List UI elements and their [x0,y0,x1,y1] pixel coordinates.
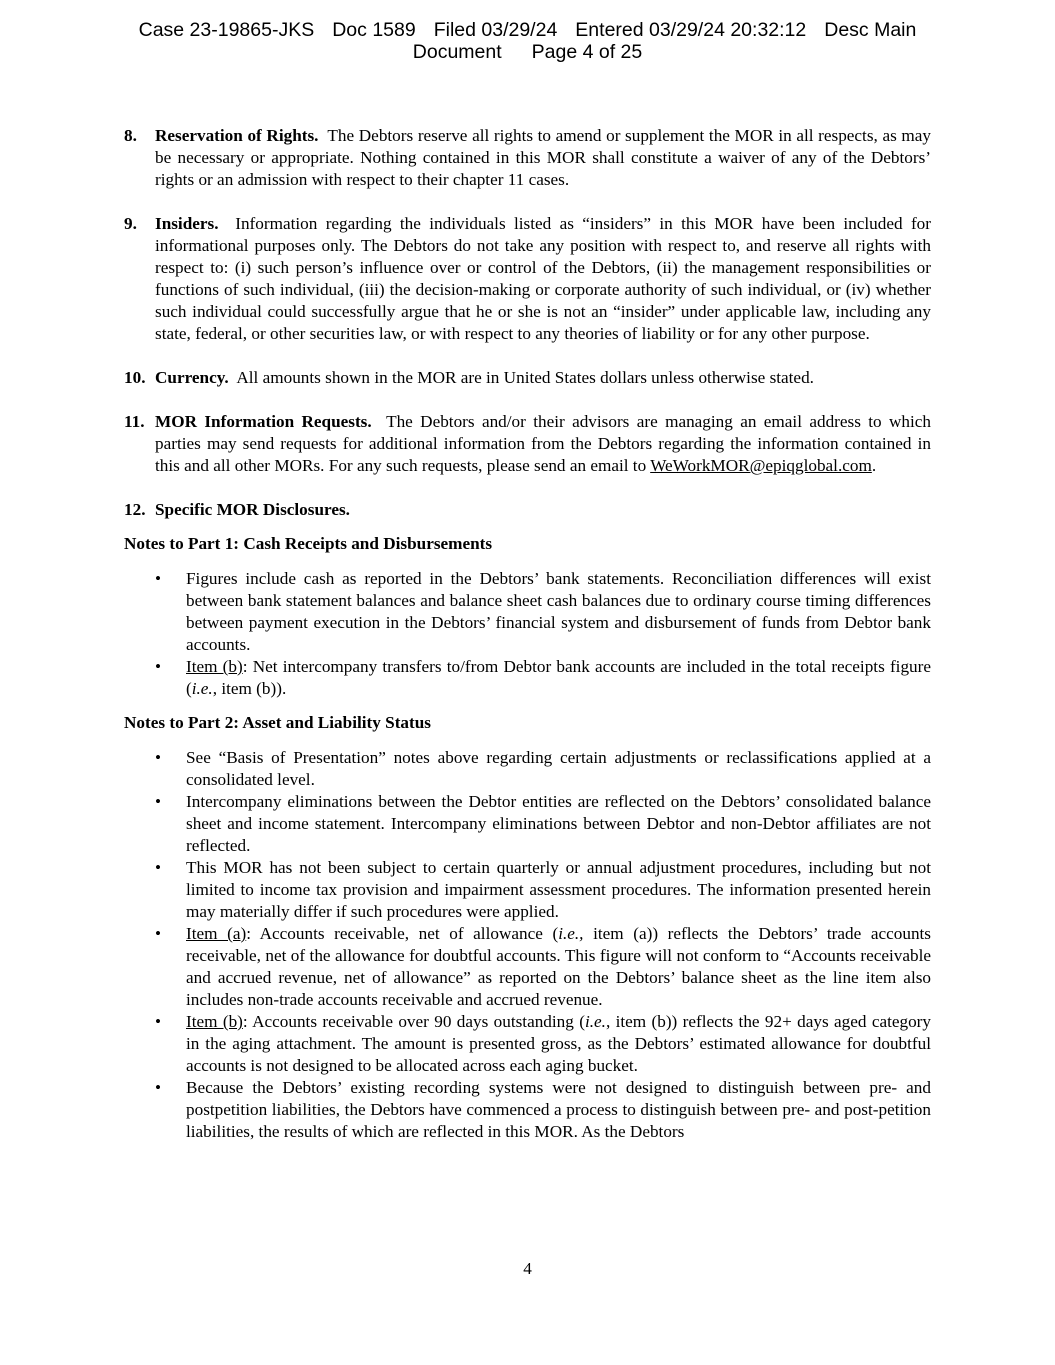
filing-header-line-2 [0,41,1055,63]
list-item [124,1077,931,1143]
bullet-text: Intercompany eliminations between the Debtor entities are reflected on the Debtors’ consolidated balance sheet and income statement. Intercompany eliminations between Debtor and non-Debtor affiliates are not reflected. [186,792,931,855]
doc-number: Doc 1589 [332,19,416,41]
section-body: The Debtors reserve all rights to amend or supplement the MOR in all respects, as may be necessary or appropriate. Nothing contained in this MOR shall constitute a waiver of any of the Debtors’ rights or an admission with respect to their chapter 11 cases. [155,126,931,189]
page-indicator: Page 4 of 25 [531,41,643,63]
bullet-icon: • [155,1078,162,1097]
bullet-text-end: , item (b)) reflects the 92+ days aged category in the aging attachment. The amount is presented gross, as the Debtors’ estimated allowance for doubtful accounts is not designed to be allocated across each aging bucket. [186,1012,931,1075]
document-label: Document [412,41,502,63]
item-label: Item (a) [186,924,247,943]
bullet-icon: • [155,792,162,811]
section-9 [124,213,931,345]
part1-heading: Notes to Part 1: Cash Receipts and Disbursements [124,534,493,553]
section-title: Insiders. [155,214,219,233]
section-8 [124,125,931,191]
part2-bullet-list [124,747,931,1143]
section-body: All amounts shown in the MOR are in United States dollars unless otherwise stated. [236,368,814,387]
list-item [124,923,931,1011]
email-link[interactable]: WeWorkMOR@epiqglobal.com [650,456,872,475]
ie-italic: i.e. [584,1012,606,1031]
part2-heading: Notes to Part 2: Asset and Liability Status [124,713,431,732]
section-title: Reservation of Rights. [155,126,319,145]
list-item [124,857,931,923]
bullet-icon: • [155,748,162,767]
section-body: The Debtors and/or their advisors are managing an email address to which parties may send requests for additional information from the Debtors regarding the information contained in this and all other MORs. For any such requests, please send an email to [155,412,931,475]
list-item [124,791,931,857]
ie-italic: i.e., [558,924,584,943]
desc-main: Desc Main [824,19,917,41]
section-title: Currency. [155,368,229,387]
filing-header [0,19,1055,63]
list-item [124,568,931,656]
sentence-end: . [871,456,877,475]
section-number: 11. [124,412,145,431]
bullet-text: : Net intercompany transfers to/from Debtor bank accounts are included in the total receipts figure ( [186,657,931,698]
section-body: Information regarding the individuals listed as “insiders” in this MOR have been included for informational purposes only. The Debtors do not take any position with respect to, and reserve all rights with respect to: (i) such person’s influence over or control of the Debtors, (ii) the management responsibilities or functions of such individual, (iii) the decision-making or corporate authority of such individual, or (iv) whether such individual could successfully argue that he or she is not an “insider” under applicable law, including any state, federal, or other securities law, or with respect to any theories of liability or for any other purpose. [155,214,931,343]
case-number: Case 23-19865-JKS [138,19,315,41]
bullet-text: : Accounts receivable, net of allowance ( [246,924,559,943]
bullet-text-end: , item (b)). [212,679,287,698]
bullet-icon: • [155,924,162,943]
section-number: 10. [124,368,146,387]
bullet-icon: • [155,858,162,877]
section-10 [124,367,931,389]
bullet-text: : Accounts receivable over 90 days outstanding ( [242,1012,585,1031]
bullet-text-end: item (a)) reflects the Debtors’ trade accounts receivable, net of the allowance for doubtful accounts. This figure will not conform to “Accounts receivable and accrued revenue, net of allowance” as reported on the Debtors’ balance sheet as the line item also includes non-trade accounts receivable and accrued revenue. [186,924,931,1009]
bullet-text: Because the Debtors’ existing recording systems were not designed to distinguish between pre- and postpetition liabilities, the Debtors have commenced a process to distinguish between pre- and post-petition liabilities, the results of which are reflected in this MOR. As the Debtors [186,1078,931,1141]
bullet-text: Figures include cash as reported in the Debtors’ bank statements. Reconciliation differences will exist between bank statement balances and balance sheet cash balances due to ordinary course timing differences between payment execution in the Debtors’ financial system and disbursement of funds from Debtor bank accounts. [186,569,931,654]
section-number: 9. [124,214,137,233]
section-text [155,213,931,345]
bullet-text: See “Basis of Presentation” notes above regarding certain adjustments or reclassifications applied at a consolidated level. [186,748,931,789]
section-11 [124,411,931,477]
list-item [124,656,931,700]
filed-date: Filed 03/29/24 [433,19,558,41]
section-text [155,367,931,389]
list-item [124,1011,931,1077]
list-item [124,747,931,791]
section-text [155,125,931,191]
bullet-icon: • [155,657,162,676]
section-text [155,499,931,521]
section-title: MOR Information Requests. [155,412,372,431]
ie-italic: i.e. [191,679,213,698]
bullet-icon: • [155,1012,162,1031]
section-text [155,411,931,477]
section-title: Specific MOR Disclosures. [155,500,350,519]
filing-header-line-1 [0,19,1055,41]
entered-date: Entered 03/29/24 20:32:12 [575,19,807,41]
section-number: 8. [124,126,137,145]
item-label: Item (b) [186,657,243,676]
page-number: 4 [523,1259,532,1278]
section-12 [124,499,931,521]
section-number: 12. [124,500,146,519]
part1-bullet-list [124,568,931,700]
item-label: Item (b) [186,1012,243,1031]
bullet-icon: • [155,569,162,588]
bullet-text: This MOR has not been subject to certain quarterly or annual adjustment procedures, including but not limited to income tax provision and impairment assessment procedures. The information presented herein may materially differ if such procedures were applied. [186,858,931,921]
document-body [124,125,931,1143]
